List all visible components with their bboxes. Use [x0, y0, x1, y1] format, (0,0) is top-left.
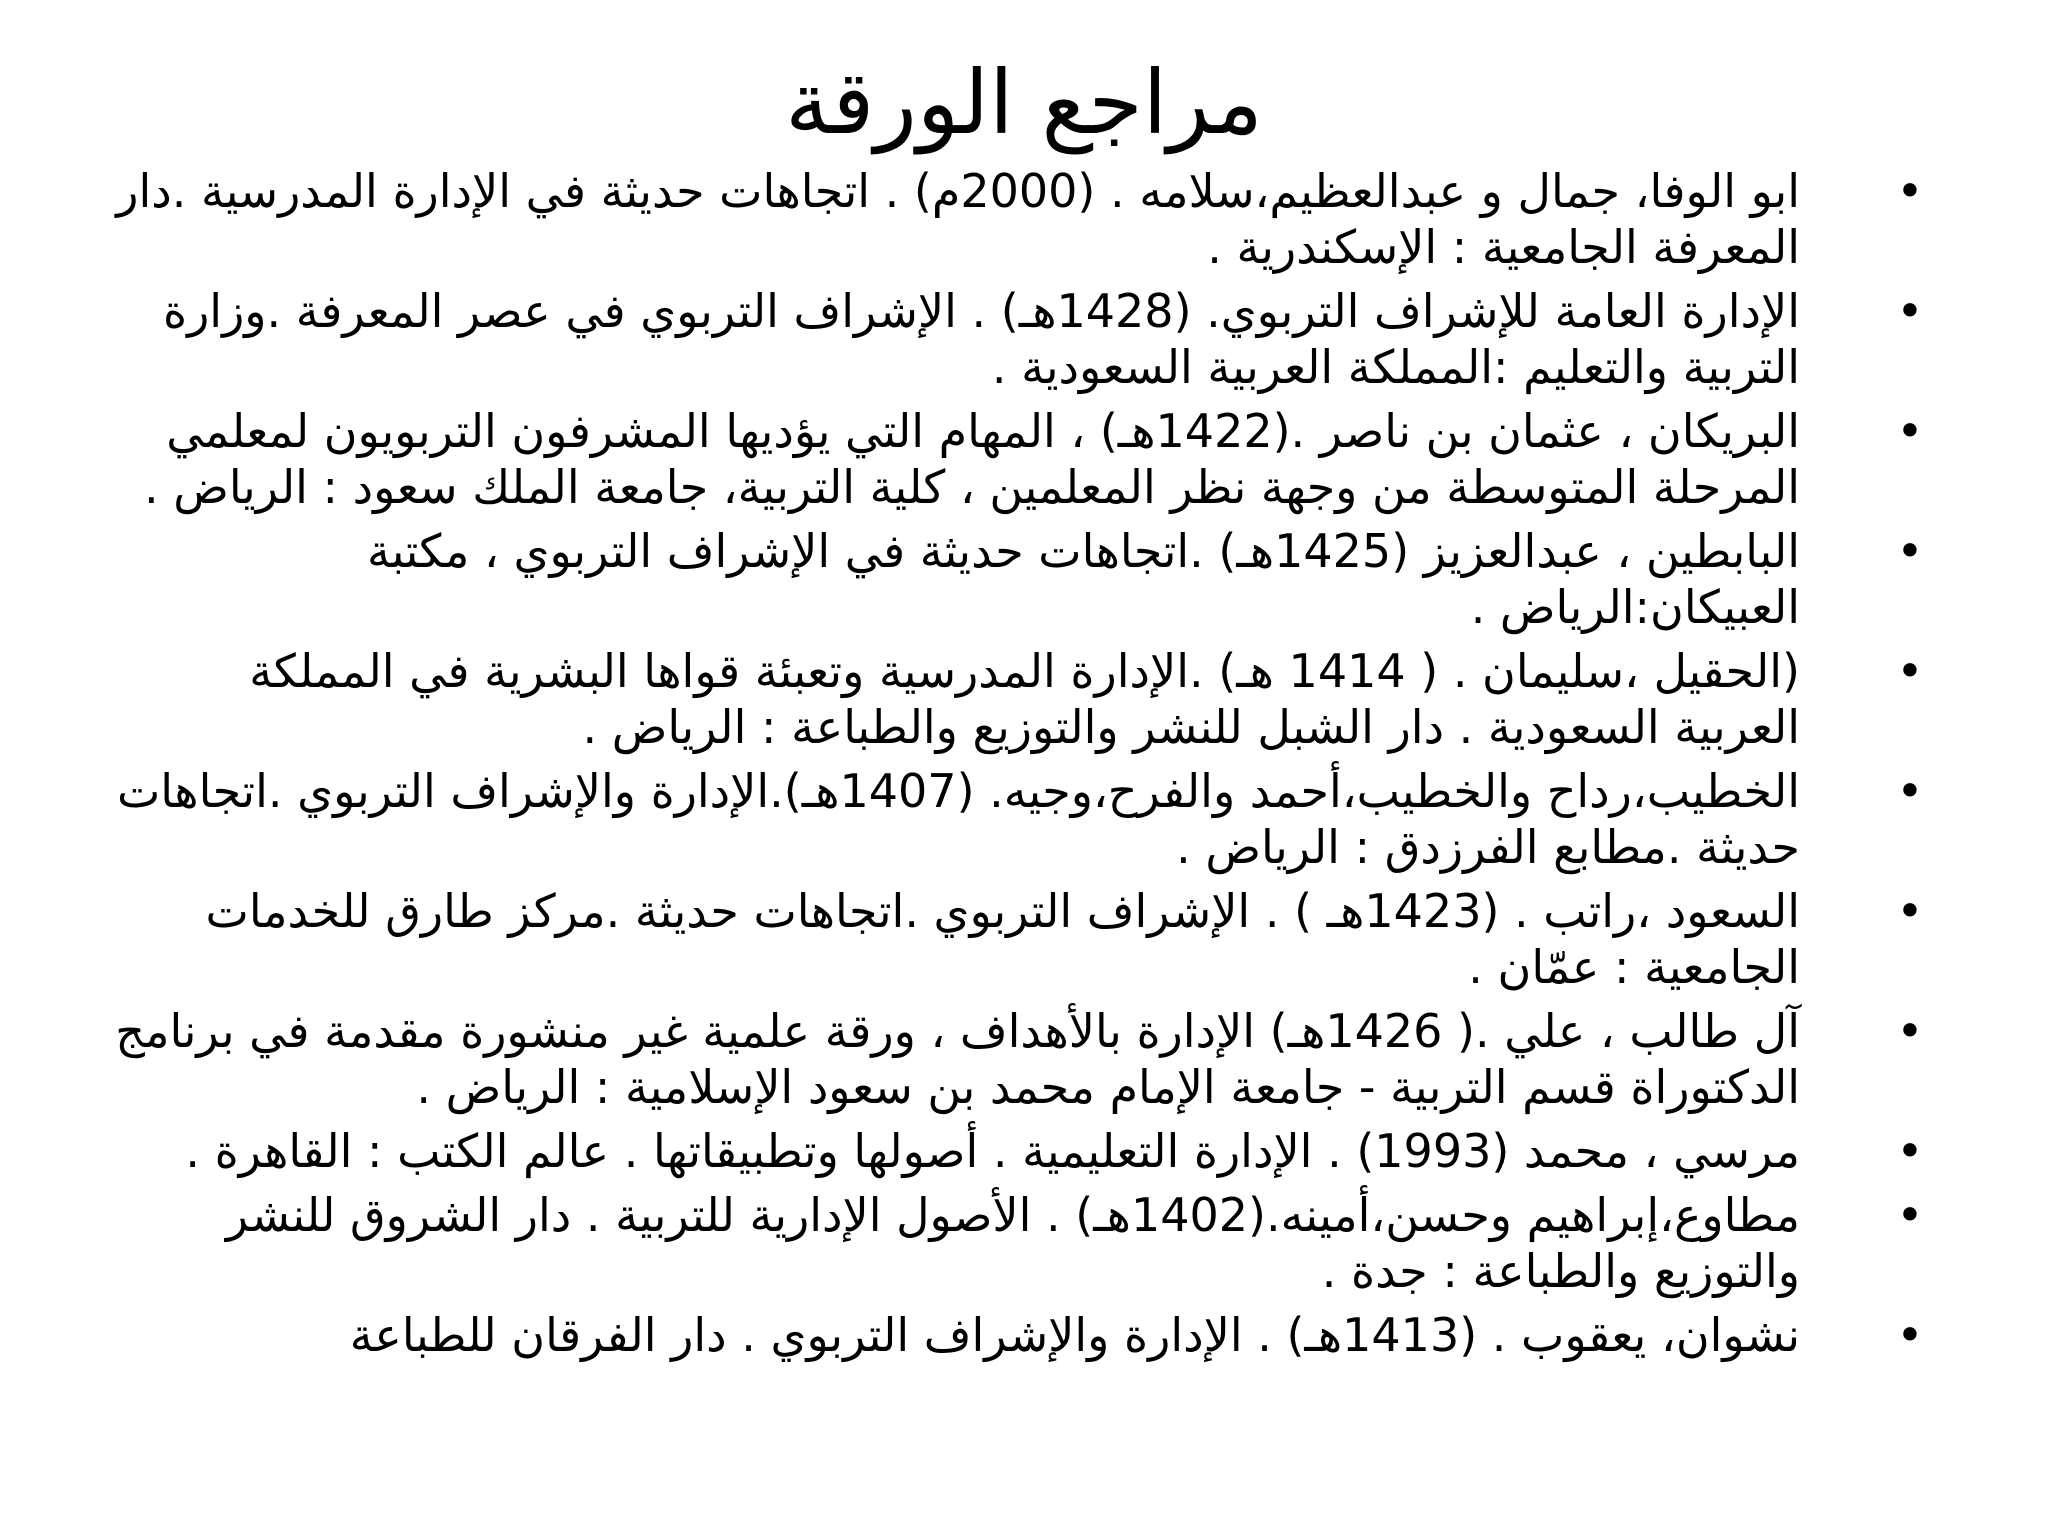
bullet-icon: • — [1896, 404, 1924, 458]
reference-text: آل طالب ، علي .( 1426هـ) الإدارة بالأهداف ، ورقة علمية غير منشورة مقدمة في برنامج الدكتوراة قسم التربية - جامعة الإمام محمد بن سعود الإسلامية : الرياض . — [115, 1004, 1800, 1114]
reference-text: مطاوع،إبراهيم وحسن،أمينه.(1402هـ) . الأصول الإدارية للتربية . دار الشروق للنشر والتوزيع والطباعة : جدة . — [225, 1188, 1800, 1298]
bullet-icon: • — [1896, 284, 1924, 338]
reference-item — [110, 163, 1940, 275]
reference-text: مرسي ، محمد (1993) . الإدارة التعليمية . أصولها وتطبيقاتها . عالم الكتب : القاهرة . — [185, 1124, 1800, 1178]
reference-item — [110, 283, 1940, 395]
reference-item — [110, 523, 1940, 635]
reference-text: ابو الوفا، جمال و عبدالعظيم،سلامه . (2000م) . اتجاهات حديثة في الإدارة المدرسية .دار المعرفة الجامعية : الإسكندرية . — [116, 164, 1800, 274]
references-list — [110, 163, 1940, 1371]
reference-item — [110, 1003, 1940, 1115]
reference-text: البابطين ، عبدالعزيز (1425هـ) .اتجاهات حديثة في الإشراف التربوي ، مكتبة العبيكان:الرياض . — [366, 524, 1800, 634]
bullet-icon: • — [1896, 164, 1924, 218]
reference-item — [110, 403, 1940, 515]
bullet-icon: • — [1896, 1308, 1924, 1362]
bullet-icon: • — [1896, 1188, 1924, 1242]
reference-item — [110, 1123, 1940, 1179]
reference-text: نشوان، يعقوب . (1413هـ) . الإدارة والإشراف التربوي . دار الفرقان للطباعة — [349, 1308, 1800, 1362]
reference-text: البريكان ، عثمان بن ناصر .(1422هـ) ، المهام التي يؤديها المشرفون التربويون لمعلمي المرحلة المتوسطة من وجهة نظر المعلمين ، كلية التربية، جامعة الملك سعود : الرياض . — [144, 404, 1800, 514]
reference-item — [110, 763, 1940, 875]
reference-text: (الحقيل ،سليمان . ( 1414 هـ) .الإدارة المدرسية وتعبئة قواها البشرية في المملكة العربية السعودية . دار الشبل للنشر والتوزيع والطباعة : الرياض . — [249, 644, 1800, 754]
bullet-icon: • — [1896, 764, 1924, 818]
reference-item — [110, 883, 1940, 995]
page-title: مراجع الورقة — [785, 51, 1263, 154]
bullet-icon: • — [1896, 1004, 1924, 1058]
reference-item — [110, 1307, 1940, 1363]
reference-text: الإدارة العامة للإشراف التربوي. (1428هـ) . الإشراف التربوي في عصر المعرفة .وزارة التربية والتعليم :المملكة العربية السعودية . — [162, 284, 1800, 394]
reference-item — [110, 643, 1940, 755]
bullet-icon: • — [1896, 644, 1924, 698]
bullet-icon: • — [1896, 1124, 1924, 1178]
reference-item — [110, 1187, 1940, 1299]
bullet-icon: • — [1896, 524, 1924, 578]
reference-text: السعود ،راتب . (1423هـ ) . الإشراف التربوي .اتجاهات حديثة .مركز طارق للخدمات الجامعية : عمّان . — [205, 884, 1800, 994]
reference-text: الخطيب،رداح والخطيب،أحمد والفرح،وجيه. (1407هـ).الإدارة والإشراف التربوي .اتجاهات حديثة .مطابع الفرزدق : الرياض . — [116, 764, 1800, 874]
bullet-icon: • — [1896, 884, 1924, 938]
